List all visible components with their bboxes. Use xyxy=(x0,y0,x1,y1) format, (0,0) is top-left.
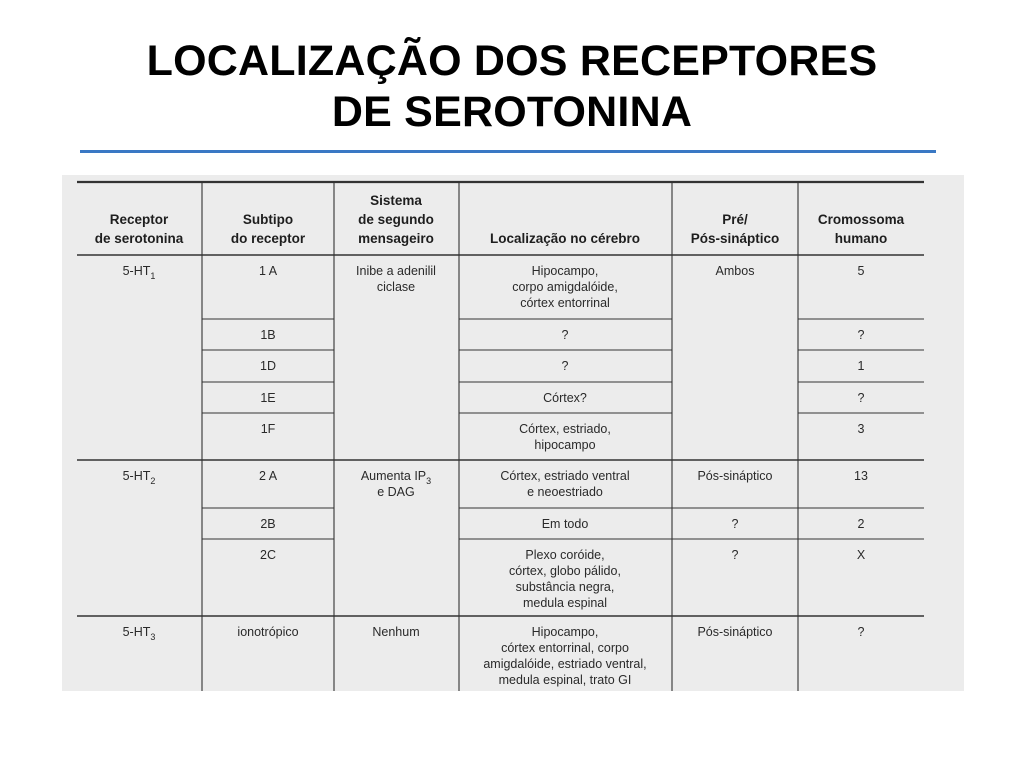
receptor-table-svg xyxy=(62,175,964,691)
header-subtipo: Subtipo xyxy=(242,212,294,227)
receptor-label xyxy=(123,264,156,281)
sistema-label-text: Aumenta IP xyxy=(360,469,427,483)
cromossomo-cell: ? xyxy=(857,625,865,639)
cromossomo-cell: ? xyxy=(857,391,865,405)
localizacao-cell: Hipocampo, xyxy=(531,264,599,278)
cromossomo-cell: 5 xyxy=(857,264,865,278)
header-localizacao: Localização no cérebro xyxy=(489,231,641,246)
localizacao-cell: Córtex, estriado ventral xyxy=(500,469,630,483)
localizacao-cell: Hipocampo, xyxy=(531,625,599,639)
sistema-label: e DAG xyxy=(377,485,415,499)
receptor-label-subscript: 3 xyxy=(150,632,156,642)
prepos-ambos: Ambos xyxy=(715,264,755,278)
header-cromossomo: humano xyxy=(834,231,888,246)
localizacao-cell: Plexo coróide, xyxy=(525,548,605,562)
cromossomo-cell: 13 xyxy=(854,469,868,483)
localizacao-cell: ? xyxy=(561,359,569,373)
cromossomo-cell: ? xyxy=(857,328,865,342)
prepos-cell: ? xyxy=(731,517,739,531)
subtipo-cell: 1 A xyxy=(258,264,278,278)
slide-title-line-1: LOCALIZAÇÃO DOS RECEPTORES xyxy=(146,37,878,85)
prepos-cell: Pós-sináptico xyxy=(697,625,773,639)
prepos-cell: Pós-sináptico xyxy=(697,469,773,483)
receptor-label-subscript: 2 xyxy=(150,476,156,486)
subtipo-cell: 2 A xyxy=(258,469,278,483)
subtipo-cell: 1B xyxy=(260,328,276,342)
slide-title-line-2: DE SEROTONINA xyxy=(331,88,693,136)
localizacao-cell: córtex, globo pálido, xyxy=(509,564,621,578)
header-sistema: de segundo xyxy=(358,212,434,227)
prepos-cell: ? xyxy=(731,548,739,562)
header-subtipo: do receptor xyxy=(230,231,306,246)
receptor-label xyxy=(123,469,156,486)
subtipo-cell: 1F xyxy=(260,422,276,436)
sistema-label xyxy=(361,469,431,486)
slide-title xyxy=(0,36,1024,138)
sistema-label-subscript: 3 xyxy=(426,476,432,486)
localizacao-cell: e neoestriado xyxy=(527,485,603,499)
header-sistema: Sistema xyxy=(370,193,422,208)
header-receptor: de serotonina xyxy=(94,231,184,246)
subtipo-cell: ionotrópico xyxy=(237,625,299,639)
localizacao-cell: medula espinal xyxy=(522,596,608,610)
localizacao-cell: córtex entorrinal, corpo xyxy=(501,641,629,655)
header-cromossomo: Cromossoma xyxy=(817,212,905,227)
receptor-label-subscript: 1 xyxy=(150,271,156,281)
header-pre-pos: Pré/ xyxy=(722,212,748,227)
cromossomo-cell: 1 xyxy=(857,359,865,373)
localizacao-cell: Córtex? xyxy=(543,391,587,405)
cromossomo-cell: 2 xyxy=(857,517,865,531)
sistema-label: ciclase xyxy=(376,280,416,294)
header-sistema: mensageiro xyxy=(358,231,434,246)
localizacao-cell: Em todo xyxy=(541,517,589,531)
localizacao-cell: ? xyxy=(561,328,569,342)
receptor-label xyxy=(123,625,156,642)
receptor-label-text: 5-HT xyxy=(122,264,151,278)
subtipo-cell: 1E xyxy=(260,391,276,405)
receptor-label-text: 5-HT xyxy=(122,469,151,483)
receptor-label-text: 5-HT xyxy=(122,625,151,639)
localizacao-cell: amigdalóide, estriado ventral, xyxy=(483,657,647,671)
header-pre-pos: Pós-sináptico xyxy=(690,231,780,246)
title-underline xyxy=(80,150,936,153)
sistema-label: Inibe a adenilil xyxy=(356,264,436,278)
subtipo-cell: 1D xyxy=(260,359,276,373)
cromossomo-cell: 3 xyxy=(857,422,865,436)
localizacao-cell: corpo amigdalóide, xyxy=(512,280,618,294)
cromossomo-cell: X xyxy=(856,548,866,562)
localizacao-cell: medula espinal, trato GI xyxy=(498,673,632,687)
sistema-label: Nenhum xyxy=(372,625,420,639)
subtipo-cell: 2C xyxy=(260,548,276,562)
localizacao-cell: hipocampo xyxy=(534,438,596,452)
localizacao-cell: substância negra, xyxy=(515,580,615,594)
receptor-table xyxy=(62,175,964,691)
header-receptor: Receptor xyxy=(109,212,169,227)
localizacao-cell: Córtex, estriado, xyxy=(519,422,611,436)
subtipo-cell: 2B xyxy=(260,517,276,531)
localizacao-cell: córtex entorrinal xyxy=(520,296,610,310)
